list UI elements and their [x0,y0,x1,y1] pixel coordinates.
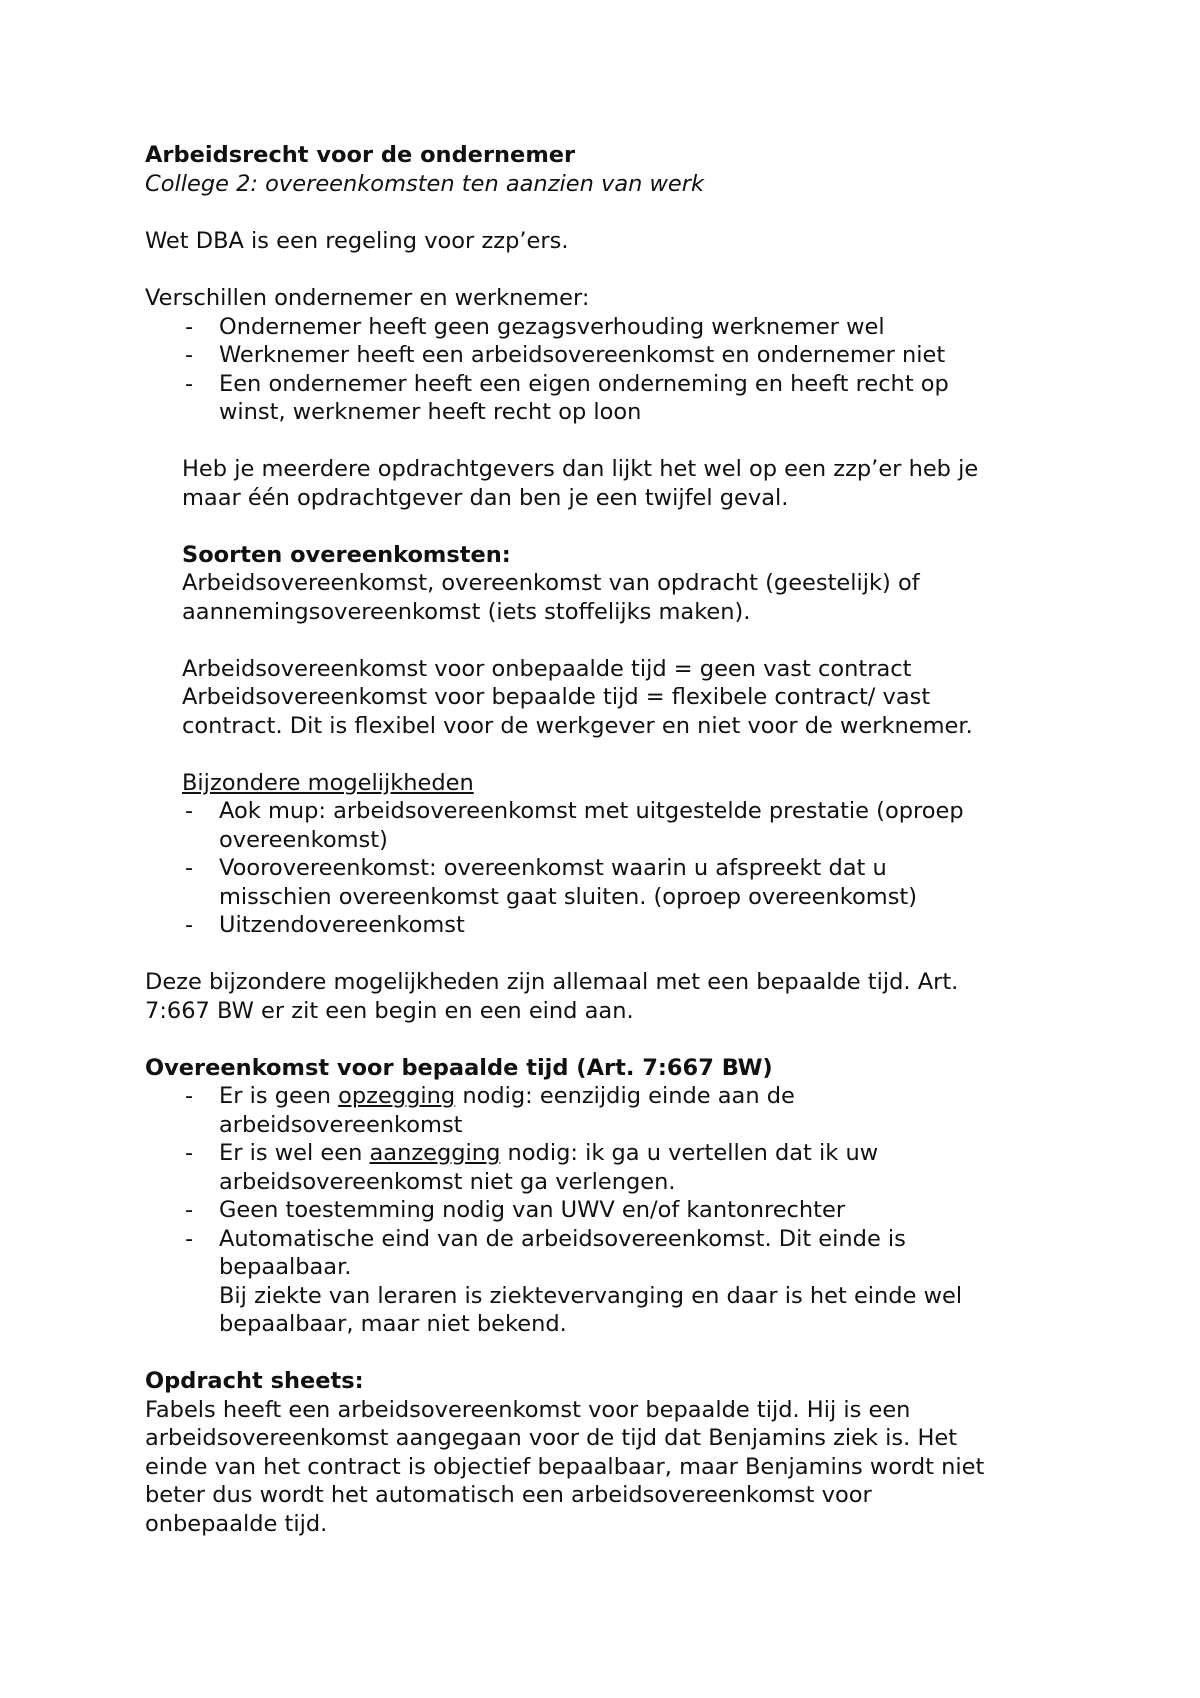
bullet-dash: - [185,371,194,397]
list-item: Werknemer heeft een arbeidsovereenkomst en ondernemer niet [219,342,946,368]
paragraph-line: Arbeidsovereenkomst voor onbepaalde tijd = geen vast contract [182,656,912,682]
text-segment: Er is geen [219,1083,339,1109]
paragraph-line: Arbeidsovereenkomst, overeenkomst van opdracht (geestelijk) of [182,570,920,596]
paragraph-line: Fabels heeft een arbeidsovereenkomst voor bepaalde tijd. Hij is een [145,1397,911,1423]
document-title: Arbeidsrecht voor de ondernemer [145,142,576,168]
verschillen-heading: Verschillen ondernemer en werknemer: [145,285,590,311]
bullet-dash: - [185,342,194,368]
paragraph-line: Arbeidsovereenkomst voor bepaalde tijd = flexibele contract/ vast [182,684,931,710]
paragraph-line: 7:667 BW er zit een begin en een eind aan. [145,998,634,1024]
bullet-dash: - [185,1197,194,1223]
bullet-dash: - [185,855,194,881]
paragraph-line: maar één opdrachtgever dan ben je een twijfel geval. [182,485,789,511]
paragraph-line: arbeidsovereenkomst aangegaan voor de tijd dat Benjamins ziek is. Het [145,1425,958,1451]
list-item [219,1139,878,1168]
text-segment: nodig: eenzijdig einde aan de [455,1083,795,1109]
paragraph-line: Heb je meerdere opdrachtgevers dan lijkt het wel op een zzp’er heb je [182,456,979,482]
text-segment: Er is wel een [219,1140,370,1166]
list-item-continued: winst, werknemer heeft recht op loon [219,399,642,425]
list-item: Automatische eind van de arbeidsovereenkomst. Dit einde is [219,1226,906,1252]
list-item: Ondernemer heeft geen gezagsverhouding werknemer wel [219,314,885,340]
paragraph-line: onbepaalde tijd. [145,1511,328,1537]
bullet-dash: - [185,1226,194,1252]
bullet-dash: - [185,314,194,340]
underlined-term: opzegging [338,1083,456,1109]
list-item: Geen toestemming nodig van UWV en/of kantonrechter [219,1197,846,1223]
bijzondere-heading: Bijzondere mogelijkheden [182,770,474,796]
bullet-dash: - [185,1140,194,1166]
bullet-dash: - [185,1083,194,1109]
bullet-dash: - [185,798,194,824]
list-item-continued: misschien overeenkomst gaat sluiten. (oproep overeenkomst) [219,884,918,910]
list-item [219,1082,795,1111]
paragraph-line: contract. Dit is flexibel voor de werkgever en niet voor de werknemer. [182,713,973,739]
paragraph-line: aannemingsovereenkomst (iets stoffelijks maken). [182,599,751,625]
opdracht-heading: Opdracht sheets: [145,1368,364,1394]
soorten-heading: Soorten overeenkomsten: [182,542,511,568]
list-item: Een ondernemer heeft een eigen onderneming en heeft recht op [219,371,949,397]
list-item: Aok mup: arbeidsovereenkomst met uitgestelde prestatie (oproep [219,798,964,824]
intro-text: Wet DBA is een regeling voor zzp’ers. [145,228,569,254]
bepaalde-tijd-heading: Overeenkomst voor bepaalde tijd (Art. 7:667 BW) [145,1055,773,1081]
paragraph-line: einde van het contract is objectief bepaalbaar, maar Benjamins wordt niet [145,1454,985,1480]
text-segment: nodig: ik ga u vertellen dat ik uw [500,1140,879,1166]
list-item-continued: arbeidsovereenkomst niet ga verlengen. [219,1169,676,1195]
list-item-continued: overeenkomst) [219,827,388,853]
list-item-continued: bepaalbaar, maar niet bekend. [219,1311,567,1337]
list-item-continued: arbeidsovereenkomst [219,1112,463,1138]
list-item-continued: bepaalbaar. [219,1254,352,1280]
list-item-continued: Bij ziekte van leraren is ziektevervanging en daar is het einde wel [219,1283,963,1309]
underlined-term: aanzegging [369,1140,501,1166]
list-item: Uitzendovereenkomst [219,912,465,938]
bullet-dash: - [185,912,194,938]
paragraph-line: Deze bijzondere mogelijkheden zijn allemaal met een bepaalde tijd. Art. [145,969,959,995]
paragraph-line: beter dus wordt het automatisch een arbeidsovereenkomst voor [145,1482,872,1508]
document-subtitle: College 2: overeenkomsten ten aanzien van werk [145,171,705,197]
list-item: Voorovereenkomst: overeenkomst waarin u afspreekt dat u [219,855,887,881]
